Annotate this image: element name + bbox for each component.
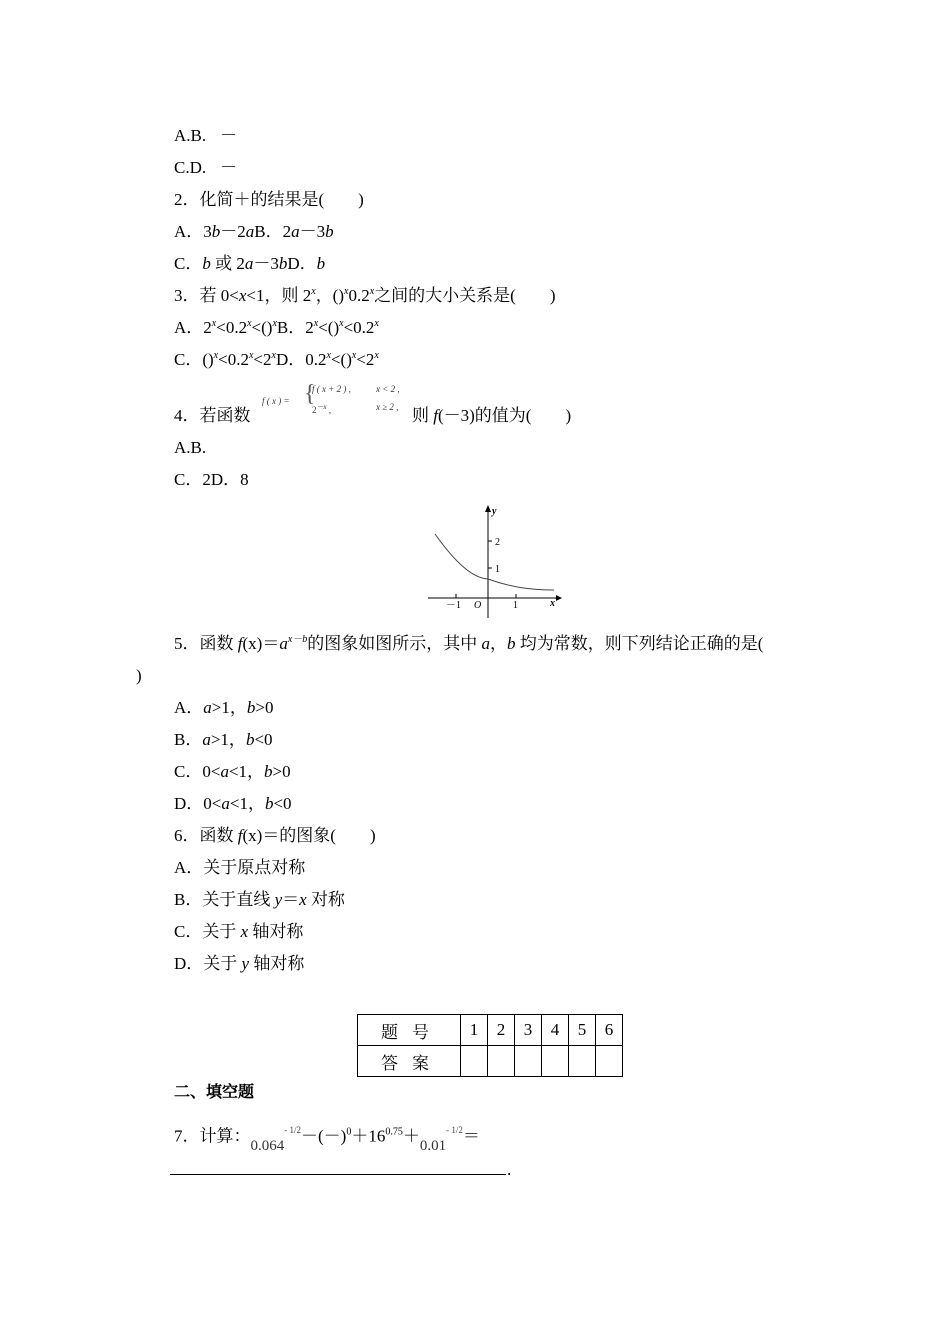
q3-exp: x xyxy=(326,350,331,361)
answer-cell[interactable] xyxy=(596,1046,623,1077)
q5-exp: x－b xyxy=(287,634,308,645)
q7-period: . xyxy=(507,1160,512,1179)
q7-exp: - 1/2 xyxy=(284,1125,301,1135)
brace-icon: { xyxy=(304,381,316,407)
q2-var: b xyxy=(211,222,221,241)
answer-cell[interactable] xyxy=(461,1046,488,1077)
q5-text: 均为常数，则下列结论正确的是( xyxy=(515,634,764,653)
q5-text: 5．函数 xyxy=(174,634,238,653)
answer-blank[interactable] xyxy=(170,1174,506,1175)
q2-b-text: B．2 xyxy=(254,222,292,241)
q6-option-a: A．关于原点对称 xyxy=(174,858,306,877)
q5-func: f xyxy=(237,634,243,653)
x-tick-label: 1 xyxy=(513,600,518,611)
q5-stem xyxy=(174,634,763,654)
piecewise-cond1: x < 2 , xyxy=(376,384,400,394)
q2-b-text: －3 xyxy=(299,222,326,241)
table-header-answer: 答案 xyxy=(358,1046,461,1077)
q7-exp: - 1/2 xyxy=(446,1125,463,1135)
table-cell-number: 2 xyxy=(488,1015,515,1046)
q1-option-cd: C.D. xyxy=(174,158,207,177)
piecewise-lhs: f ( x ) = xyxy=(262,396,290,406)
table-cell-number: 4 xyxy=(542,1015,569,1046)
q3-exp: x xyxy=(311,286,316,297)
q7-term: 0.064 xyxy=(250,1137,285,1154)
q3-text: <0.2 xyxy=(218,350,249,369)
q4-text: 则 xyxy=(412,406,434,425)
q5-text: (x) xyxy=(242,634,263,653)
q3-exp: x xyxy=(213,350,219,361)
table-row xyxy=(358,1046,623,1077)
q2-var: b xyxy=(278,254,288,273)
q2-var: b xyxy=(325,222,334,241)
q3-exp: x xyxy=(271,350,276,361)
piecewise-case1: f ( x + 2 ) , xyxy=(312,384,351,394)
q4-options-cd: C．2D．8 xyxy=(174,470,249,489)
q3-exp: x xyxy=(313,318,319,329)
q1-option-ab: A.B. xyxy=(174,126,207,145)
q3-text: <() xyxy=(251,318,273,337)
q3-exp: x xyxy=(272,318,277,329)
q7-exp: 0.75 xyxy=(385,1126,403,1138)
q3-exp: x xyxy=(248,350,254,361)
q6-option-c: C．关于 x 轴对称 xyxy=(174,922,304,941)
q3-text: 0.2 xyxy=(348,286,370,305)
q1-option-b-sign: － xyxy=(220,126,238,145)
q7-term: 0.01 xyxy=(419,1137,447,1154)
q3-options-cd xyxy=(174,350,379,370)
table-cell-number: 5 xyxy=(569,1015,596,1046)
q3-text: <() xyxy=(318,318,340,337)
q7-term: ＋16 xyxy=(351,1126,386,1146)
q1-options-ab xyxy=(174,126,237,146)
y-tick-label: 2 xyxy=(495,537,500,548)
q5-text: 的图象如图所示，其中 xyxy=(307,634,482,653)
table-header-number: 题号 xyxy=(358,1015,461,1046)
q3-text: <() xyxy=(330,350,352,369)
q3-text: <0.2 xyxy=(343,318,375,337)
q3-text: <0.2 xyxy=(216,318,248,337)
section-heading: 二、填空题 xyxy=(174,1082,255,1101)
q5-option-a: A．a>1，b>0 xyxy=(174,698,274,717)
q3-var: x xyxy=(238,286,247,305)
q7-exp: 0 xyxy=(346,1126,352,1138)
q5-text: ＝ xyxy=(262,634,280,653)
q2-options-cd xyxy=(174,254,325,274)
q6-option-b: B．关于直线 y＝x 对称 xyxy=(174,890,345,909)
answer-cell[interactable] xyxy=(515,1046,542,1077)
q7-stem xyxy=(174,1120,480,1154)
q2-var: b xyxy=(316,254,326,273)
q7-term: －(－) xyxy=(301,1126,347,1146)
q5-option-c: C．0<a<1，b>0 xyxy=(174,762,291,781)
q7-text: 7．计算： xyxy=(174,1126,251,1146)
q4-text: (－3)的值为( ) xyxy=(437,406,572,425)
q3-options-ab xyxy=(174,318,379,338)
q7-term: ＝ xyxy=(462,1126,480,1146)
q6-stem: 6．函数 f(x)＝的图象( ) xyxy=(174,826,376,845)
table-cell-number: 6 xyxy=(596,1015,623,1046)
q6-option-d: D．关于 y 轴对称 xyxy=(174,954,305,973)
q2-stem: 2．化简＋的结果是( ) xyxy=(174,190,364,209)
q3-exp: x xyxy=(211,318,217,329)
y-axis-arrow-icon xyxy=(485,505,491,512)
q3-exp: x xyxy=(351,350,357,361)
x-tick-label: －1 xyxy=(446,600,461,611)
q2-var: a xyxy=(244,254,254,273)
q2-var: a xyxy=(291,222,300,241)
q2-a-text: －2 xyxy=(220,222,246,241)
q3-text: <1，则 2 xyxy=(246,286,312,305)
q5-stem-wrap: ) xyxy=(136,666,142,685)
q3-exp: x xyxy=(369,286,375,297)
q5-option-b: B．a>1，b<0 xyxy=(174,730,273,749)
q3-stem xyxy=(174,286,556,306)
q2-var: b xyxy=(202,254,211,273)
q3-text: 之间的大小关系是( ) xyxy=(374,286,556,305)
q3-text: <2 xyxy=(356,350,375,369)
x-axis-label: x xyxy=(550,598,555,609)
q2-c-text: 或 2 xyxy=(210,254,245,273)
q3-text: D．0.2 xyxy=(275,350,327,369)
q1-options-cd xyxy=(174,158,237,178)
q3-exp: x xyxy=(374,318,379,329)
q5-var: a xyxy=(279,634,288,653)
y-axis-label: y xyxy=(492,506,497,517)
exponential-graph xyxy=(420,500,565,620)
q3-exp: x xyxy=(344,286,349,297)
answer-cell[interactable] xyxy=(569,1046,596,1077)
q3-text: B．2 xyxy=(276,318,314,337)
q2-c-text: C． xyxy=(174,254,203,273)
table-cell-number: 3 xyxy=(515,1015,542,1046)
y-tick-label: 1 xyxy=(495,564,500,575)
q3-text: <2 xyxy=(253,350,272,369)
q5-var: b xyxy=(507,634,516,653)
origin-label: O xyxy=(474,600,482,611)
piecewise-cond2: x ≥ 2 , xyxy=(376,402,399,412)
answer-cell[interactable] xyxy=(488,1046,515,1077)
q2-c-text: －3 xyxy=(253,254,279,273)
q4-stem-pre: 4．若函数 xyxy=(174,406,251,425)
answer-table xyxy=(357,1014,623,1077)
q5-var: a xyxy=(481,634,491,653)
q4-func: f xyxy=(433,406,438,425)
q7-term: ＋ xyxy=(402,1126,420,1146)
q4-stem-post xyxy=(412,406,571,426)
q2-d-text: D． xyxy=(287,254,317,273)
q3-text: ，() xyxy=(315,286,345,305)
q3-text: A．2 xyxy=(174,318,212,337)
q3-exp: x xyxy=(374,350,379,361)
q2-a-text: A．3 xyxy=(174,222,212,241)
table-row xyxy=(358,1015,623,1046)
q2-var: a xyxy=(245,222,255,241)
q3-text: C．() xyxy=(174,350,214,369)
piecewise-case2: $2^{-x}$ , xyxy=(312,403,332,415)
answer-cell[interactable] xyxy=(542,1046,569,1077)
q4-options-ab: A.B. xyxy=(174,438,207,457)
q3-text: 3．若 0< xyxy=(174,286,239,305)
q5-option-d: D．0<a<1，b<0 xyxy=(174,794,292,813)
q3-exp: x xyxy=(247,318,252,329)
q2-options-ab xyxy=(174,222,334,242)
q3-exp: x xyxy=(339,318,344,329)
q5-text: ， xyxy=(490,634,508,653)
table-cell-number: 1 xyxy=(461,1015,488,1046)
q1-option-d-sign: － xyxy=(220,158,238,177)
x-axis-arrow-icon xyxy=(556,595,562,601)
